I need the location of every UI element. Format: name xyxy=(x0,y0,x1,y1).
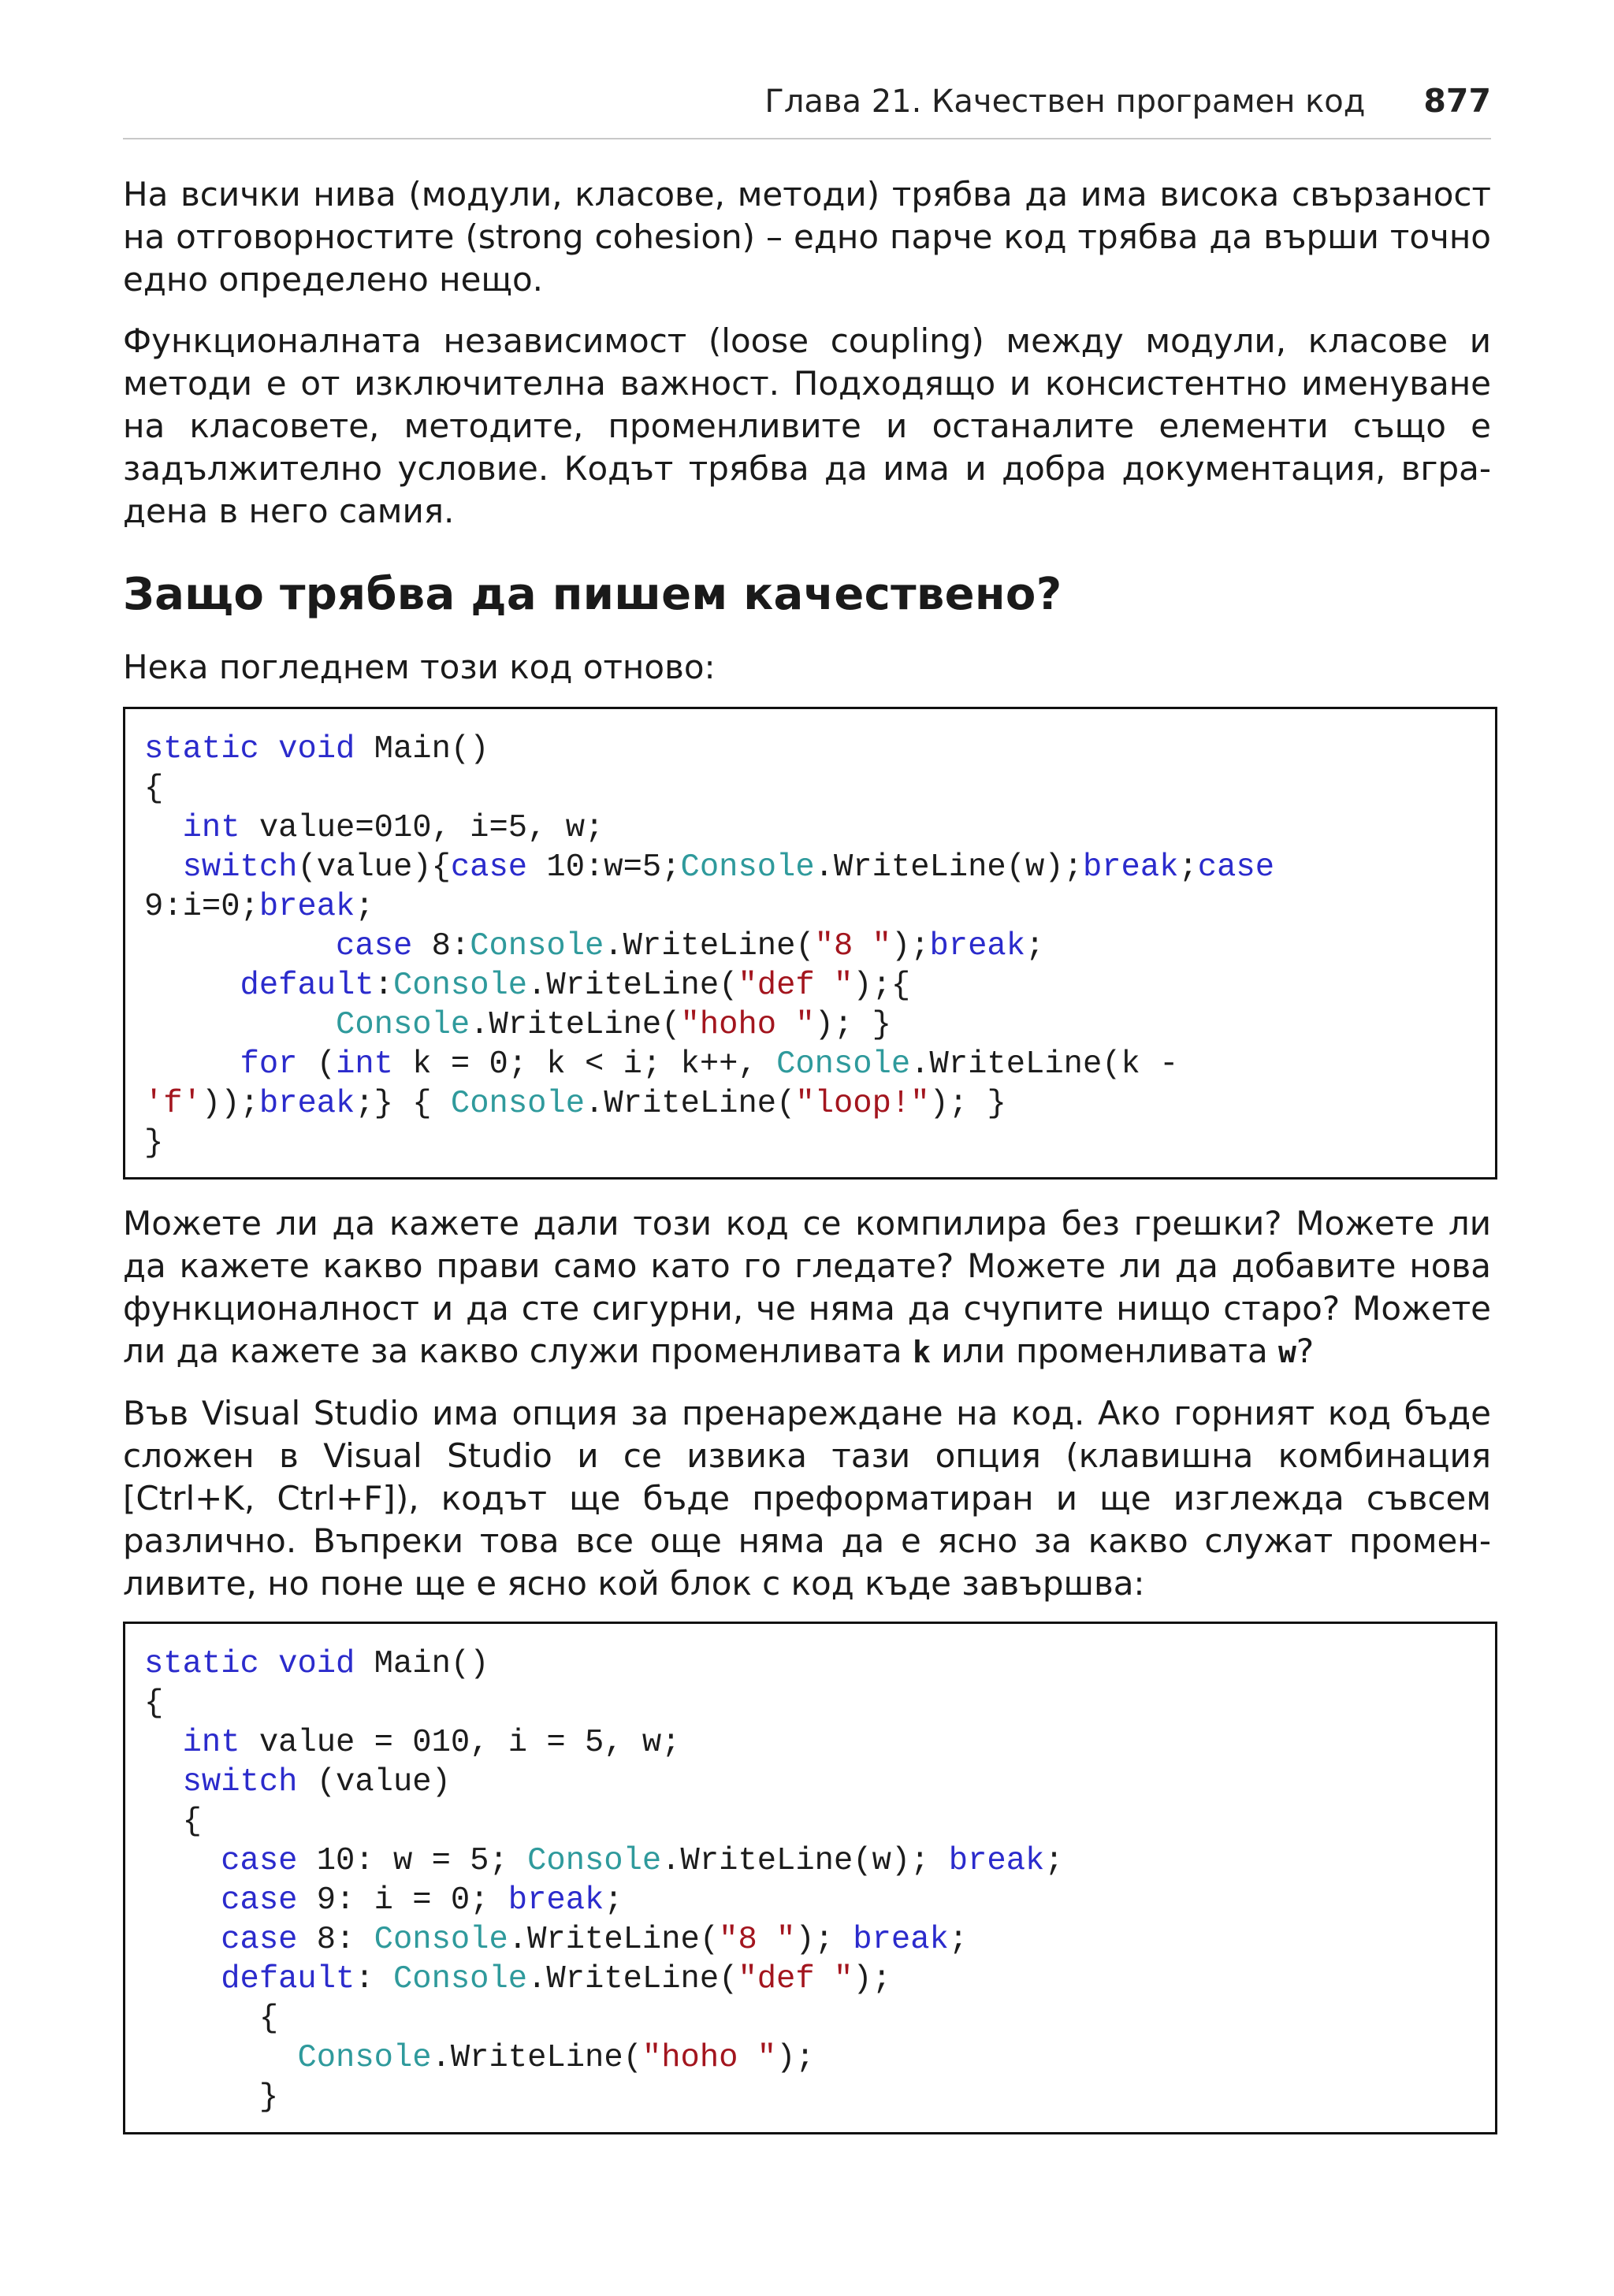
paragraph-visual-studio: Във Visual Studio има опция за пренареждане на код. Ако горният код бъде сложен в Visual Studio и се извика тази опция (клавишна комбинация [Ctrl+K, Ctrl+F]), кодът ще бъде преформатиран и ще изглежда съвсем различно. Въпреки това все още няма да е ясно за какво служат променливите, но поне ще е ясно кой блок с код къде завършва: xyxy=(123,1394,1491,1603)
running-header xyxy=(123,82,1491,120)
code-keyword: default xyxy=(240,968,374,1004)
code-text xyxy=(259,1646,278,1682)
code-text: 9:i=0; xyxy=(144,889,259,925)
code-keyword: case xyxy=(221,1843,298,1879)
chapter-title: Глава 21. Качествен програмен код xyxy=(764,84,1366,120)
code-text: { xyxy=(144,2001,279,2037)
code-listing xyxy=(144,1644,1064,2117)
code-text: .WriteLine( xyxy=(508,1922,720,1958)
code-text: ( xyxy=(297,1046,337,1083)
code-text: ;} { xyxy=(355,1086,451,1122)
code-string: "hoho " xyxy=(680,1007,815,1043)
code-block-unformatted xyxy=(123,707,1497,1180)
code-text: { xyxy=(144,1685,164,1722)
code-text: ); } xyxy=(929,1086,1006,1122)
code-text: 9: i = 0; xyxy=(297,1882,508,1919)
code-keyword: default xyxy=(221,1961,355,1997)
code-text: ; xyxy=(1178,849,1198,886)
code-keyword: void xyxy=(278,731,355,767)
code-text xyxy=(144,1725,183,1761)
code-text: } xyxy=(144,2079,279,2116)
code-text xyxy=(144,1843,221,1879)
code-text: .WriteLine(k - xyxy=(910,1046,1179,1083)
paragraph-code-intro: Нека погледнем този код отново: xyxy=(123,648,716,686)
code-text: ; xyxy=(604,1882,623,1919)
code-text: (value){ xyxy=(297,849,451,886)
code-keyword: int xyxy=(182,1725,240,1761)
code-keyword: break xyxy=(929,928,1026,964)
code-text xyxy=(144,968,240,1004)
questions-text: Можете ли да кажете дали този код се компилира без грешки? Можете ли да кажете какво прави само като го гледате? Можете ли да добавите нова функционалност и да сте сигурни, че няма да счупите нищо старо? Можете ли да кажете за какво служи променливата xyxy=(123,1204,1491,1370)
code-text xyxy=(144,928,336,964)
code-keyword: switch xyxy=(182,1764,298,1800)
code-text: 8: xyxy=(412,928,470,964)
code-text: .WriteLine( xyxy=(527,968,738,1004)
code-block-formatted xyxy=(123,1622,1497,2134)
code-text: ; xyxy=(1025,928,1045,964)
code-type: Console xyxy=(336,1007,470,1043)
code-string: "8 " xyxy=(719,1922,796,1958)
code-text xyxy=(144,849,183,886)
code-keyword: void xyxy=(278,1646,355,1682)
code-type: Console xyxy=(374,1922,508,1958)
code-string: "def " xyxy=(738,968,853,1004)
variable-w: w xyxy=(1278,1335,1296,1369)
code-text: } xyxy=(144,1125,164,1161)
code-text: );{ xyxy=(853,968,911,1004)
code-text: .WriteLine(w); xyxy=(661,1843,949,1879)
code-type: Console xyxy=(297,2040,432,2076)
code-text: .WriteLine( xyxy=(470,1007,681,1043)
code-text: (value) xyxy=(297,1764,451,1800)
code-keyword: break xyxy=(948,1843,1045,1879)
code-keyword: static xyxy=(144,731,259,767)
code-keyword: break xyxy=(853,1922,949,1958)
code-text: ; xyxy=(1044,1843,1064,1879)
code-keyword: case xyxy=(336,928,413,964)
code-type: Console xyxy=(392,1961,528,1997)
code-text xyxy=(144,1007,336,1043)
code-keyword: case xyxy=(450,849,528,886)
code-text: ; xyxy=(355,889,374,925)
code-keyword: for xyxy=(240,1046,298,1083)
code-type: Console xyxy=(680,849,815,886)
code-text: 10: w = 5; xyxy=(297,1843,528,1879)
code-text xyxy=(144,1922,221,1958)
code-text xyxy=(144,810,183,846)
code-text: )); xyxy=(201,1086,259,1122)
code-keyword: break xyxy=(258,1086,355,1122)
code-keyword: int xyxy=(336,1046,393,1083)
code-text xyxy=(259,731,278,767)
code-text: 8: xyxy=(297,1922,374,1958)
code-text: 10:w=5; xyxy=(527,849,681,886)
code-text xyxy=(144,1046,240,1083)
code-text: ); } xyxy=(814,1007,891,1043)
code-text: Main() xyxy=(355,1646,489,1682)
code-text: k = 0; k < i; k++, xyxy=(392,1046,777,1083)
code-text: .WriteLine( xyxy=(431,2040,642,2076)
code-text xyxy=(144,1882,221,1919)
questions-text-3: ? xyxy=(1296,1332,1315,1370)
code-text: .WriteLine( xyxy=(527,1961,738,1997)
code-text xyxy=(144,2040,297,2076)
code-text xyxy=(144,1764,183,1800)
code-keyword: switch xyxy=(182,849,298,886)
code-text xyxy=(144,1961,221,1997)
paragraph-cohesion: На всички нива (модули, класове, методи) трябва да има висока свързаност на отговорностите (strong cohesion) – едно парче код трябва да върши точно едно определено нещо. xyxy=(123,175,1491,299)
code-string: "loop!" xyxy=(795,1086,930,1122)
code-text: ); xyxy=(891,928,930,964)
code-text: .WriteLine( xyxy=(585,1086,796,1122)
code-text: ; xyxy=(948,1922,969,1958)
header-divider xyxy=(123,138,1491,139)
code-string: "hoho " xyxy=(642,2040,777,2076)
code-string: 'f' xyxy=(144,1086,202,1122)
code-text: .WriteLine(w); xyxy=(814,849,1083,886)
paragraph-questions xyxy=(123,1202,1491,1373)
code-keyword: break xyxy=(508,1882,604,1919)
code-type: Console xyxy=(392,968,528,1004)
code-text: { xyxy=(144,1804,202,1840)
code-keyword: case xyxy=(1197,849,1274,886)
code-text: value=010, i=5, w; xyxy=(240,810,604,846)
section-heading: Защо трябва да пишем качествено? xyxy=(123,569,1062,620)
questions-text-2: или променливата xyxy=(930,1332,1279,1370)
code-text: { xyxy=(144,771,164,807)
paragraph-coupling: Функционалната независимост (loose coupling) между модули, класове и методи е от изключителна важност. Подходящо и консистентно именуване на класовете, методите, променливите и останалите елементи също е задължително условие. Кодът трябва да има и добра документация, вградена в него самия. xyxy=(123,321,1491,530)
code-text: Main() xyxy=(355,731,489,767)
code-listing xyxy=(144,730,1274,1163)
code-type: Console xyxy=(450,1086,586,1122)
code-text: ); xyxy=(776,2040,815,2076)
code-string: "8 " xyxy=(814,928,891,964)
code-keyword: case xyxy=(221,1922,298,1958)
code-keyword: int xyxy=(182,810,240,846)
code-keyword: break xyxy=(1082,849,1179,886)
code-text: : xyxy=(355,1961,393,1997)
code-keyword: case xyxy=(221,1882,298,1919)
code-text: ); xyxy=(795,1922,853,1958)
code-text: .WriteLine( xyxy=(604,928,815,964)
code-text: value = 010, i = 5, w; xyxy=(240,1725,681,1761)
code-type: Console xyxy=(470,928,604,964)
code-keyword: break xyxy=(258,889,355,925)
code-text: : xyxy=(374,968,393,1004)
code-string: "def " xyxy=(738,1961,853,1997)
page-number: 877 xyxy=(1423,82,1491,120)
variable-k: k xyxy=(913,1335,931,1369)
code-text: ); xyxy=(853,1961,891,1997)
code-type: Console xyxy=(776,1046,911,1083)
code-type: Console xyxy=(527,1843,662,1879)
code-keyword: static xyxy=(144,1646,259,1682)
